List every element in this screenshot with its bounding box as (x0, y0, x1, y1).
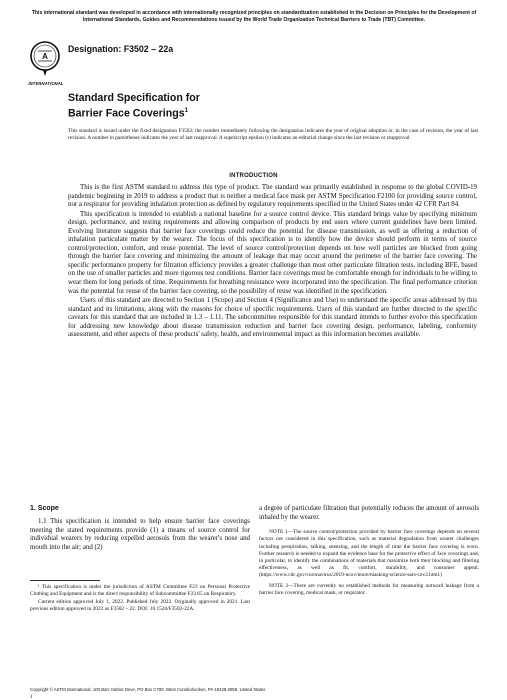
footnote-divider (30, 580, 100, 581)
note-2: NOTE 2—There are currently no established methods for measuring outward leakage from a barrier face covering, medical mask, or respirator. (259, 582, 479, 596)
right-column (259, 493, 479, 600)
issued-note: This standard is issued under the fixed designation F3502; the number immediately following the designation indicates the year of original adoption or, in the case of revision, the year of last revision. A number in parentheses indicates the year of last reapproval. A superscript epsilon (ε) indicates an editorial change since the last revision or reapproval. (68, 128, 478, 141)
intro-paragraph: This is the first ASTM standard to address this type of product. The standard was primarily established in response to the global COVID-19 pandemic beginning in 2019 to address a product that is neither a medical face mask per ASTM Specification F2100 for providing source control, nor a respirator for providing inhalation protection as defined by regulatory requirements specified in the United States under 42 CFR Part 84. (68, 184, 477, 209)
intro-paragraph: This specification is intended to establish a national baseline for a source control device. This standard brings value by specifying minimum design, performance, and testing requirements and allowing comparison of products by end users where current guidelines have been limited. Evolving literature suggests that barrier face coverings could reduce the potential for disease transmission, as well as offering a reduction of inhalation particulate matter by the wearer. The focus of this specification is to identify how the device should perform in terms of source control/protection, comfort, and reuse potential. The level of source control/protection depends on how well particles are blocked from going through the barrier face covering and minimizing the amount of leakage that may occur around the perimeter of the barrier face covering. The specific performance property for filtration efficiency provides a greater challenge than most other particulate filtration tests, including BFE, based on the use of smaller particles and more rigorous test conditions. Barrier face coverings must be comfortable enough for individuals to be willing to wear them for long periods of time. Requirements for breathing resistance were incorporated into the specification. The final performance criterion was the potential for reuse of the barrier face covering, so the possibility of reuse was identified in the specification. (68, 210, 477, 295)
title-line-2: Barrier Face Coverings$^1$ (68, 107, 188, 120)
footnote: Current edition approved July 1, 2022. Published July 2022. Originally approved in 2021. Last previous edition approved in 2022 as F3502 – 22. DOI: 10.1520/F3502-22A. (30, 599, 250, 612)
intro-paragraph: Users of this standard are directed to Section 1 (Scope) and Section 4 (Significance and Use) to understand the specific areas addressed by this standard and its limitations, along with the reasons for choice of specific requirements. Users of this standard are further directed to the specific caveats for this standard that are included in 1.3 – 1.11. The subcommittee responsible for this standard intends to further evolve this specification for addressing new knowledge about disease transmission reduction and barrier face covering design, performance, labeling, conformity assessment, and other aspects of these products' safety, health, and environmental impact as this information becomes available. (68, 297, 477, 339)
left-column (30, 493, 250, 552)
title-footnote-mark: 1 (184, 108, 188, 114)
scope-heading: 1. Scope (30, 505, 59, 512)
wto-principles-note: This international standard was developed in accordance with internationally recognized principles on standardization established in the Decision on Principles for the Development of International Standards, Guides and Recommendations issued by the World Trade Organization Technical Barriers to Trade (TBT) Committee. (31, 10, 477, 23)
logo-caption: INTERNATIONAL (28, 81, 64, 86)
footnote: ¹ This specification is under the jurisdiction of ASTM Committee F23 on Personal Protective Clothing and Equipment and is the direct responsibility of Subcommittee F23.65 on Respiratory. (30, 584, 250, 597)
page-number: 1 (30, 695, 33, 700)
designation (68, 44, 173, 54)
svg-text:A: A (42, 52, 48, 61)
scope-paragraph: 1.1 This specification is intended to help ensure barrier face coverings meeting the stated requirements provide (1) a means of source control for individual wearers by reducing expelled aerosols from the wearer's nose and mouth into the air; and (2) (30, 518, 250, 551)
note-1: NOTE 1—The source control/protection provided by barrier face coverings depends on several factors not considered in this specification, such as material degradation from wearer challenges including perspiration, talking, sneezing, and the length of time the barrier face covering is worn. Further research is needed to expand the evidence base for the protective effect of face coverings and, in particular, to identify the combinations of materials that maximize both their blocking and filtering effectiveness, as well as fit, comfort, durability, and consumer appeal. (https://www.cdc.gov/coronavirus/2019-ncov/more/masking-science-sars-cov2.html.) (259, 529, 479, 579)
footnotes (30, 584, 250, 614)
copyright-line: Copyright © ASTM International, 100 Barr Harbor Drive, PO Box C700, West Conshohocken, PA 19428-2959. United States (30, 687, 266, 692)
astm-logo-icon (29, 40, 61, 80)
introduction-heading: INTRODUCTION (229, 173, 278, 179)
designation-number: F3502 – 22a (123, 44, 174, 54)
scope-continuation: a degree of particulate filtration that potentially reduces the amount of aerosols inhaled by the wearer. (259, 505, 479, 521)
introduction-body (68, 184, 477, 341)
document-title (68, 92, 368, 121)
title-line-1: Standard Specification for (68, 92, 200, 104)
designation-label: Designation: (68, 44, 122, 54)
